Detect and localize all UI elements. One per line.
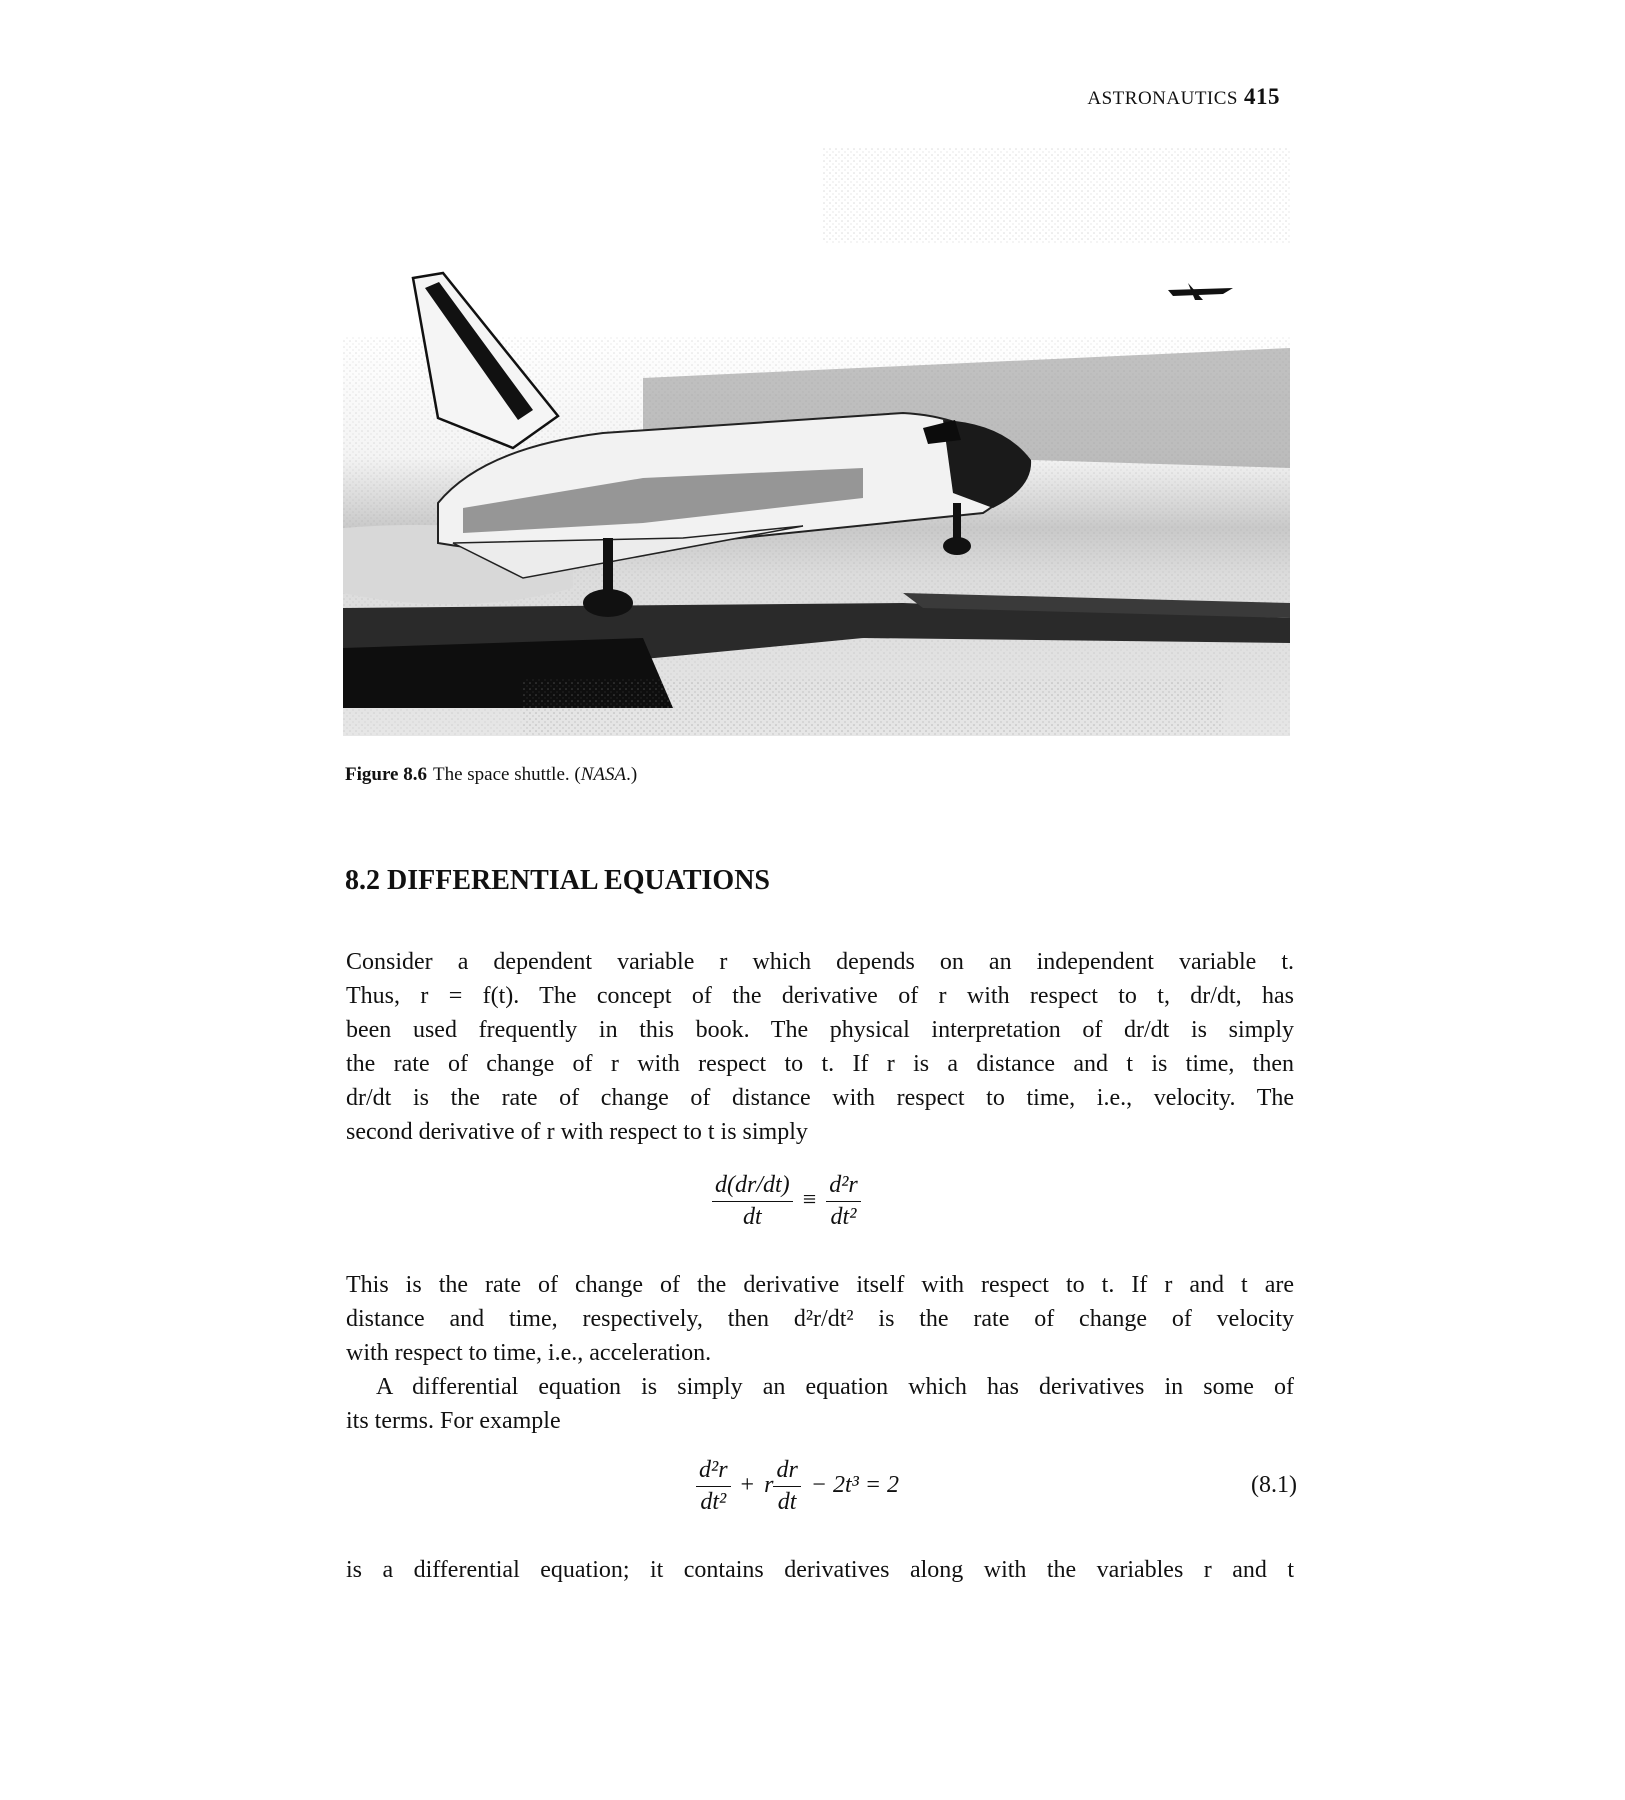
section-heading: 8.2 DIFFERENTIAL EQUATIONS (345, 865, 771, 896)
paragraph-3 (346, 1553, 1294, 1587)
equation-number: (8.1) (1251, 1472, 1297, 1498)
page-number: 415 (1244, 84, 1280, 109)
numerator: d²r (826, 1172, 861, 1202)
text-line: second derivative of r with respect to t is simply (346, 1119, 808, 1145)
figure-label: Figure 8.6 (345, 764, 427, 785)
equation-8-1 (696, 1457, 899, 1516)
paragraph-1 (346, 945, 1294, 1149)
text-line: Consider a dependent variable r which depends on an independent variable t. (346, 949, 1294, 975)
paragraph-2 (346, 1268, 1294, 1438)
numerator: d²r (696, 1457, 731, 1487)
text-line: distance and time, respectively, then d²r/dt² is the rate of change of velocity (346, 1306, 1294, 1332)
running-head-title: ASTRONAUTICS (1087, 88, 1238, 109)
denominator: dt (777, 1489, 797, 1515)
denominator: dt² (700, 1489, 727, 1515)
running-head (1087, 84, 1280, 110)
text-line: dr/dt is the rate of change of distance with respect to time, i.e., velocity. The (346, 1085, 1294, 1111)
operator: + (740, 1472, 755, 1499)
numerator: dr (773, 1457, 800, 1487)
text-line: with respect to time, i.e., acceleration. (346, 1340, 712, 1366)
space-shuttle-photo (343, 148, 1290, 736)
denominator: dt (743, 1204, 762, 1230)
variable-r: r (764, 1472, 774, 1499)
numerator: d(dr/dt) (712, 1172, 793, 1202)
equation-rest: − 2t³ = 2 (810, 1472, 900, 1499)
text-line: Thus, r = f(t). The concept of the derivative of r with respect to t, dr/dt, has (346, 983, 1294, 1009)
text-line: A differential equation is simply an equation which has derivatives in some of (376, 1374, 1294, 1400)
caption-credit: NASA (580, 764, 627, 785)
text-line: the rate of change of r with respect to t. If r is a distance and t is time, then (346, 1051, 1294, 1077)
caption-end: .) (626, 764, 638, 785)
text-line: is a differential equation; it contains derivatives along with the variables r and t (346, 1557, 1294, 1583)
equation-second-derivative (712, 1172, 861, 1231)
figure-caption (345, 764, 637, 786)
text-line: been used frequently in this book. The physical interpretation of dr/dt is simply (346, 1017, 1294, 1043)
fraction (826, 1172, 861, 1231)
fraction (773, 1457, 800, 1516)
text-line: its terms. For example (346, 1408, 561, 1434)
operator: ≡ (802, 1187, 817, 1214)
denominator: dt² (830, 1204, 857, 1230)
text-line: This is the rate of change of the derivative itself with respect to t. If r and t are (346, 1272, 1294, 1298)
fraction (712, 1172, 793, 1231)
caption-text: The space shuttle. ( (432, 764, 581, 785)
fraction (696, 1457, 731, 1516)
